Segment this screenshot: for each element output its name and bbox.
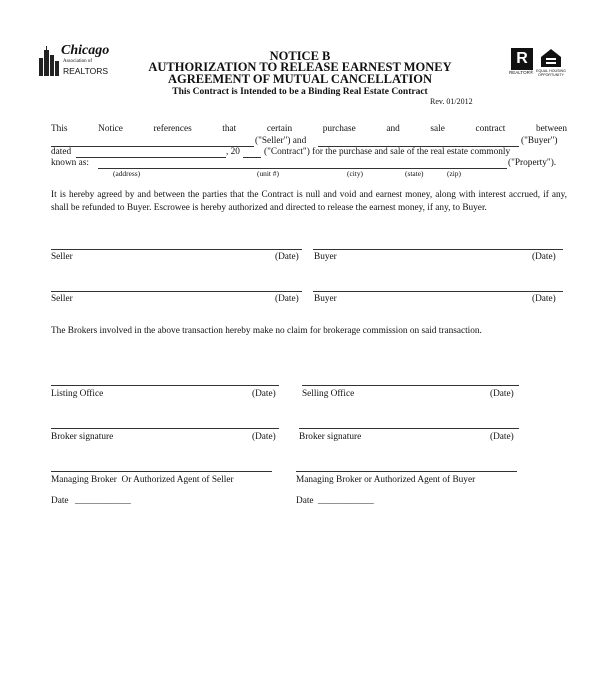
year-prefix: , 20 bbox=[226, 147, 240, 157]
buyer-date-label: (Date) bbox=[532, 294, 556, 304]
managing-broker-seller-label: Managing Broker Or Authorized Agent of Seller bbox=[51, 475, 234, 485]
contract-year-field[interactable] bbox=[243, 157, 261, 158]
selling-office-line[interactable] bbox=[302, 385, 519, 386]
logo-chicago: Chicago bbox=[61, 43, 110, 58]
seller-label: Seller bbox=[51, 294, 73, 304]
selling-office-label: Selling Office bbox=[302, 389, 355, 399]
ref-word: that bbox=[222, 124, 237, 134]
buyer-signature-line-2[interactable] bbox=[313, 291, 563, 292]
form-subtitle: This Contract is Intended to be a Binding Real Estate Contract bbox=[172, 87, 428, 97]
logo-realtors: REALTORS bbox=[63, 66, 109, 76]
realtor-word: REALTOR® bbox=[509, 70, 534, 75]
revision-date: Rev. 01/2012 bbox=[430, 97, 473, 106]
buyer-agent-date-field[interactable]: ____________ bbox=[318, 496, 374, 506]
contract-text: ("Contract") for the purchase and sale of the real estate commonly bbox=[264, 147, 511, 157]
listing-office-label: Listing Office bbox=[51, 389, 104, 399]
listing-broker-date-label: (Date) bbox=[252, 432, 276, 442]
ref-word: contract bbox=[475, 124, 506, 134]
reference-line1 bbox=[51, 123, 567, 136]
managing-broker-buyer-label: Managing Broker or Authorized Agent of Buyer bbox=[296, 475, 476, 485]
state-sublabel: (state) bbox=[405, 169, 424, 178]
ref-word: certain bbox=[266, 124, 293, 134]
property-address-field[interactable] bbox=[98, 168, 507, 169]
seller-suffix: ("Seller") and bbox=[255, 136, 307, 146]
form-title-line2: AGREEMENT OF MUTUAL CANCELLATION bbox=[167, 72, 433, 86]
seller-date-label: (Date) bbox=[275, 252, 299, 262]
ref-word: sale bbox=[430, 124, 445, 134]
city-sublabel: (city) bbox=[347, 169, 364, 178]
seller-date-label: (Date) bbox=[275, 294, 299, 304]
ref-word: purchase bbox=[322, 124, 356, 134]
broker-signature-label: Broker signature bbox=[51, 432, 114, 442]
seller-signature-line-2[interactable] bbox=[51, 291, 302, 292]
seller-label: Seller bbox=[51, 252, 73, 262]
contract-date-field[interactable] bbox=[76, 157, 226, 158]
zip-sublabel: (zip) bbox=[447, 169, 461, 178]
property-suffix: ("Property"). bbox=[508, 158, 557, 168]
seller-signature-line-1[interactable] bbox=[51, 249, 302, 250]
listing-office-date-label: (Date) bbox=[252, 389, 276, 399]
ref-word: and bbox=[386, 124, 400, 134]
realtor-r-icon: R bbox=[511, 48, 533, 70]
listing-broker-signature-line[interactable] bbox=[51, 428, 279, 429]
unit-sublabel: (unit #) bbox=[257, 169, 279, 178]
ref-word: Notice bbox=[98, 124, 123, 134]
known-as-label: known as: bbox=[51, 158, 89, 168]
address-sublabel: (address) bbox=[113, 169, 141, 178]
form-title-line1: AUTHORIZATION TO RELEASE EARNEST MONEY bbox=[148, 60, 452, 74]
selling-broker-signature-line[interactable] bbox=[299, 428, 519, 429]
buyer-signature-line-1[interactable] bbox=[313, 249, 563, 250]
buyer-label: Buyer bbox=[314, 294, 337, 304]
seller-agent-date-field[interactable]: ____________ bbox=[75, 496, 131, 506]
selling-office-date-label: (Date) bbox=[490, 389, 514, 399]
ref-word: This bbox=[51, 124, 68, 134]
dated-label: dated bbox=[51, 147, 72, 157]
agreement-paragraph: It is hereby agreed by and between the parties that the Contract is null and void and earnest money, along with interest accrued, if any, shall be refunded to Buyer. Escrowee is hereby authorized and directed to release the earnest money, if any, to Buyer. bbox=[51, 190, 567, 213]
listing-office-line[interactable] bbox=[51, 385, 279, 386]
seller-name-field[interactable] bbox=[51, 146, 254, 147]
managing-broker-seller-line[interactable] bbox=[51, 471, 272, 472]
selling-broker-date-label: (Date) bbox=[490, 432, 514, 442]
buyer-date-label: (Date) bbox=[532, 252, 556, 262]
managing-broker-buyer-line[interactable] bbox=[296, 471, 517, 472]
broker-signature-label: Broker signature bbox=[299, 432, 362, 442]
buyer-suffix: ("Buyer") bbox=[521, 136, 558, 146]
ref-word: references bbox=[153, 124, 192, 134]
brokers-paragraph: The Brokers involved in the above transaction hereby make no claim for brokerage commission on said transaction. bbox=[51, 326, 482, 336]
equal-housing-text: EQUAL HOUSING OPPORTUNITY bbox=[536, 69, 566, 77]
ref-word: between bbox=[536, 124, 567, 134]
logo-association: Association of bbox=[63, 59, 93, 64]
buyer-label: Buyer bbox=[314, 252, 337, 262]
seller-agent-date-label: Date bbox=[51, 496, 69, 506]
buyer-agent-date-label: Date bbox=[296, 496, 314, 506]
notice-title: NOTICE B bbox=[269, 49, 331, 63]
